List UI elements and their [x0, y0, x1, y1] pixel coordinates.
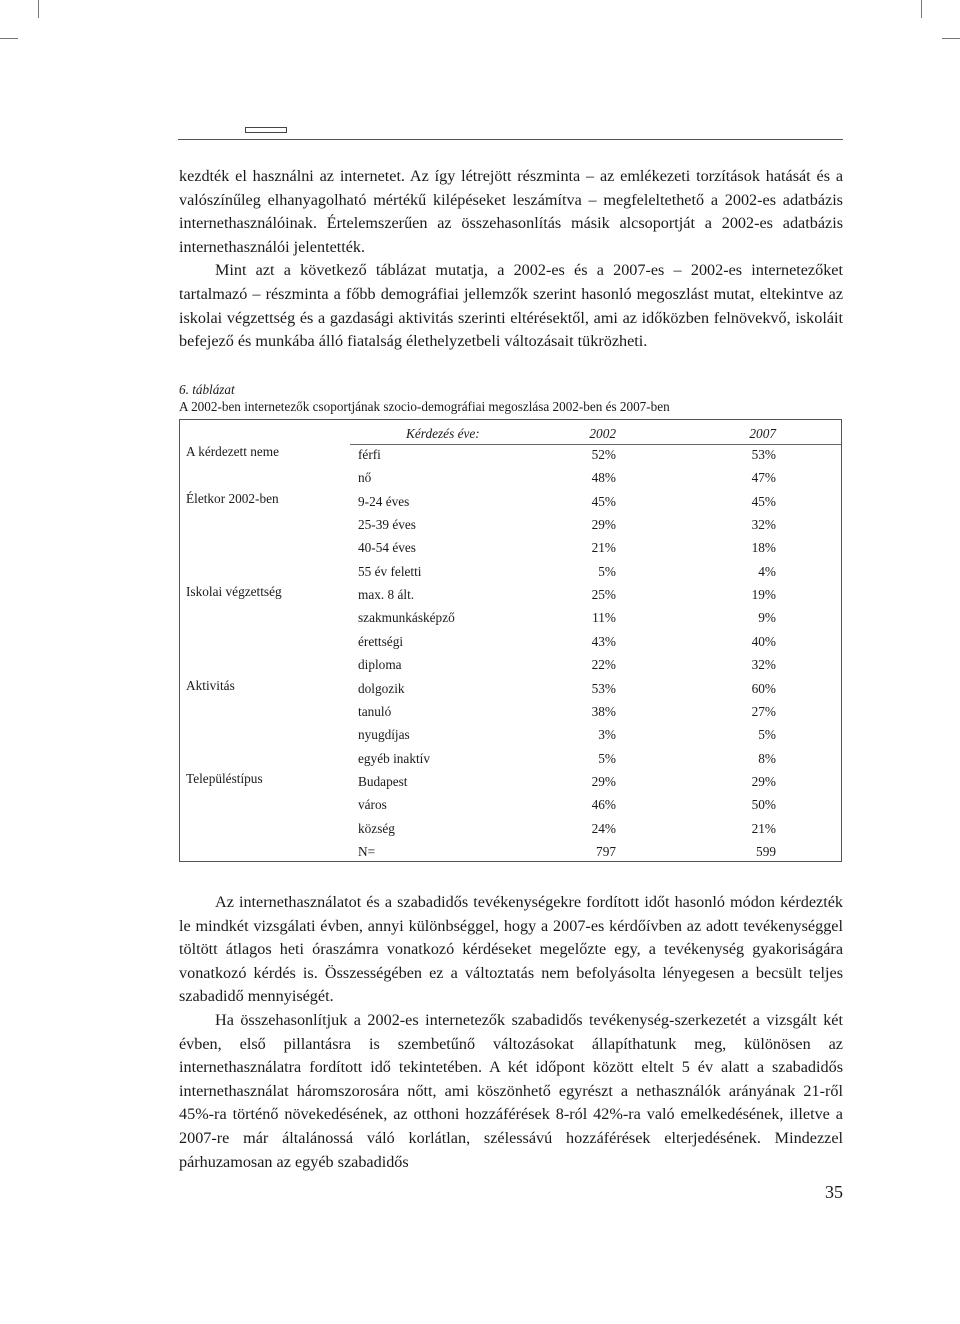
crop-mark-top-left	[38, 0, 39, 18]
table-subcategory: község	[358, 820, 395, 836]
paragraph-4: Ha összehasonlítjuk a 2002-es internetezők szabadidős tevékenység-szerkezetét a vizsgált két évben, első pillantásra is szembetűnő változásokat állapíthatunk meg, különösen az internethasználatra fordított idő tekintetében. A két időpont között eltelt 5 év alatt a szabadidős internethasználat háromszorosára nőtt, ami köszönhető egyrészt a nethasználók arányának 21-ről 45%-ra történő növekedésének, az otthoni hozzáférések 8-ról 42%-ra való emelkedésének, illetve a 2007-re már általánossá váló korlátlan, szélessávú hozzáférések elterjedésének. Mindezzel párhuzamosan az egyéb szabadidős	[179, 1010, 843, 1171]
table-subcategory: nő	[358, 470, 372, 486]
table-subcategory: 55 év feletti	[358, 563, 422, 579]
bottom-text	[179, 891, 843, 1174]
table-value-2002: 45%	[591, 493, 616, 509]
table-subcategory: 40-54 éves	[358, 540, 416, 556]
table-value-2002: 5%	[598, 750, 616, 766]
table-subcategory: tanuló	[358, 703, 392, 719]
table-header-2002: 2002	[589, 426, 616, 441]
table-subcategory: férfi	[358, 447, 381, 462]
table-value-2007: 19%	[751, 587, 776, 603]
table-value-2002: 24%	[591, 820, 616, 836]
table-subcategory: diploma	[358, 657, 402, 673]
table-value-2002: 21%	[591, 540, 616, 556]
table-category: Életkor 2002-ben	[186, 490, 279, 506]
table-value-2007: 27%	[751, 703, 776, 719]
table-value-2007: 45%	[751, 493, 776, 509]
table-value-2007: 53%	[751, 447, 776, 462]
table-value-2002: 53%	[591, 680, 616, 696]
table-header-label: Kérdezés éve:	[406, 426, 480, 441]
paragraph-2: Mint azt a következő táblázat mutatja, a 2002-es és a 2007-es – 2002-es internetezőket tartalmazó – részminta a főbb demográfiai jellemzők szerint hasonló megoszlást mutat, eltekintve az iskolai végzettség és a gazdasági aktivitás szerinti eltérésektől, ami az időközben felnövekvő, iskoláit befejező és munkába álló fiatalság élethelyzetbeli változásait tükrözheti.	[179, 261, 843, 351]
crop-mark-top-right	[921, 0, 922, 18]
table-value-2007: 8%	[758, 750, 776, 766]
header-ornament	[245, 127, 287, 133]
table-value-2002: 52%	[591, 447, 616, 462]
top-text	[179, 165, 843, 354]
table-value-2002: 43%	[591, 633, 616, 649]
table-subcategory: dolgozik	[358, 680, 405, 696]
table-category: Aktivitás	[186, 677, 235, 693]
table-category: Településtípus	[186, 770, 263, 786]
table-value-2007: 18%	[751, 540, 776, 556]
table-value-2002: 46%	[591, 797, 616, 813]
table-value-2002: 29%	[591, 517, 616, 533]
table-subcategory: egyéb inaktív	[358, 750, 431, 766]
table-caption	[179, 382, 843, 415]
table-subcategory: 9-24 éves	[358, 493, 410, 509]
table-header-2007: 2007	[749, 426, 776, 441]
page-number: 35	[825, 1182, 843, 1202]
table-value-2007: 21%	[751, 820, 776, 836]
paragraph-1: kezdték el használni az internetet. Az így létrejött részminta – az emlékezeti torzítások hatását és a valószínűleg elhanyagolható mértékű kilépéseket leszámítva – megfeleltethető a 2002-es adatbázis internethasználóinak. Értelemszerűen az összehasonlítás másik alcsoportját a 2002-es adatbázis internethasználói jelentették.	[179, 167, 843, 256]
table-value-2007: 60%	[751, 680, 776, 696]
crop-mark-top-left-horizontal	[0, 38, 18, 39]
table-value-2002: 22%	[591, 657, 616, 673]
table-subcategory: érettségi	[358, 633, 404, 649]
table-subcategory: 25-39 éves	[358, 517, 416, 533]
table-value-2002: 5%	[598, 563, 616, 579]
table-subcategory: szakmunkásképző	[358, 610, 455, 626]
table-value-2007: 32%	[751, 517, 776, 533]
table-value-2002: 25%	[591, 587, 616, 603]
table-value-2007: 29%	[751, 773, 776, 789]
table-value-2002: 38%	[591, 703, 616, 719]
table-value-2002: 3%	[598, 727, 616, 743]
table-title: A 2002-ben internetezők csoportjának szocio-demográfiai megoszlása 2002-ben és 2007-ben	[179, 398, 670, 414]
table-subcategory: város	[358, 797, 387, 813]
table-number: 6. táblázat	[179, 382, 235, 397]
table-value-2007: 4%	[758, 563, 776, 579]
table-category: A kérdezett neme	[186, 444, 280, 459]
table-value-2007: 40%	[751, 633, 776, 649]
table-value-2007: 9%	[758, 610, 776, 626]
table-value-2002: 48%	[591, 470, 616, 486]
table-value-2002: 29%	[591, 773, 616, 789]
table-value-2007: 47%	[751, 470, 776, 486]
header-rule	[178, 139, 843, 140]
table-header-rule	[350, 444, 841, 445]
table-value-2007: 32%	[751, 657, 776, 673]
table-category: Iskolai végzettség	[186, 584, 282, 600]
table-subcategory: Budapest	[358, 773, 408, 789]
table-value-2002: 797	[596, 843, 616, 859]
table-value-2007: 50%	[751, 797, 776, 813]
table-value-2007: 599	[756, 843, 776, 859]
table-subcategory: N=	[358, 843, 376, 859]
paragraph-3: Az internethasználatot és a szabadidős tevékenységekre fordított időt hasonló módon kérdezték le mindkét vizsgálati évben, annyi különbséggel, hogy a 2007-es kérdőívben az adott tevékenységgel töltött átlagos heti óraszámra vonatkozó kérdéseket megelőzte egy, a tevékenység gyakoriságára vonatkozó kérdés is. Összességében ez a változtatás nem befolyásolta lényegesen a becsült teljes szabadidő mennyiségét.	[179, 893, 843, 1006]
table-subcategory: nyugdíjas	[358, 727, 410, 743]
table-subcategory: max. 8 ált.	[358, 587, 415, 603]
table-value-2002: 11%	[592, 610, 616, 626]
crop-mark-top-right-horizontal	[942, 38, 960, 39]
table-value-2007: 5%	[758, 727, 776, 743]
